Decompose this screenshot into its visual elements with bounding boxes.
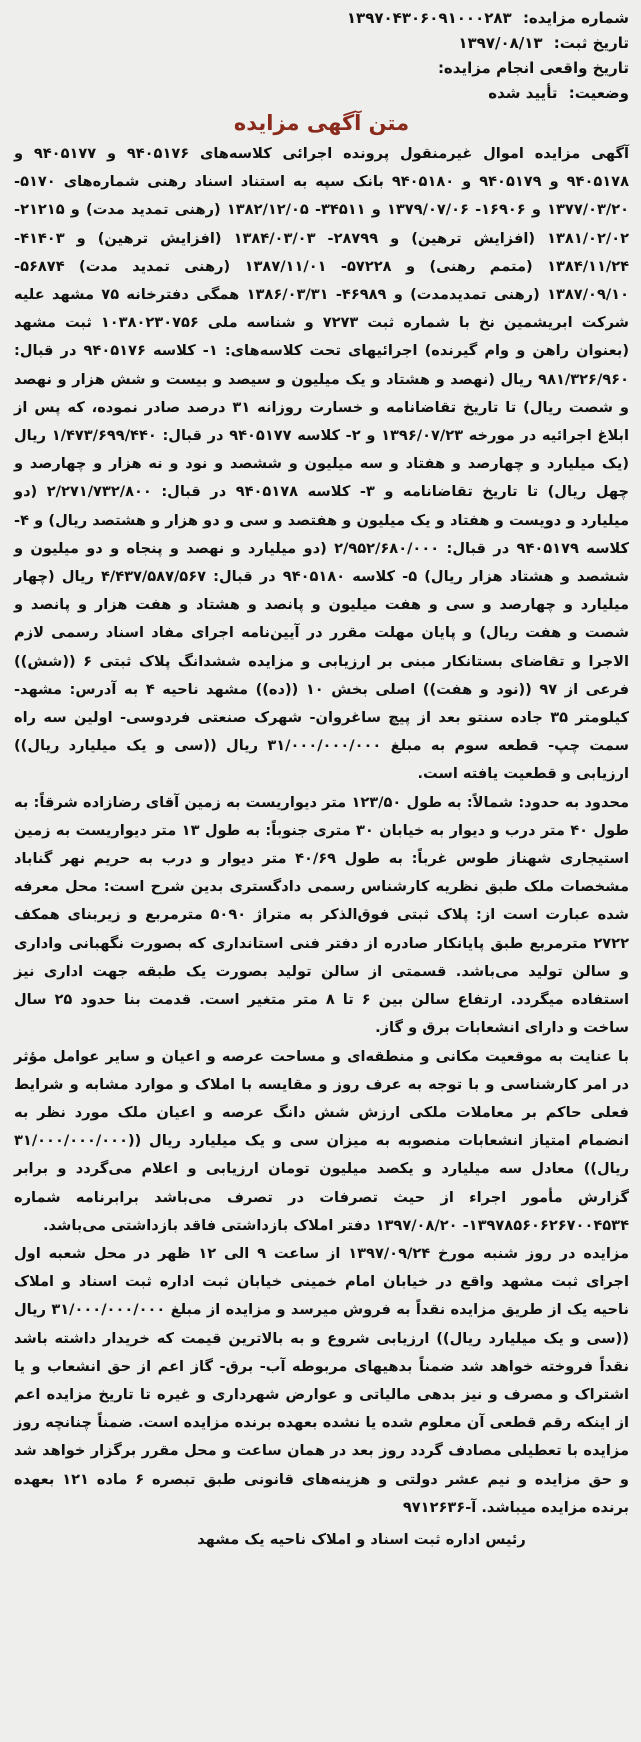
auction-number-label: شماره مزایده: [522, 9, 629, 27]
auction-number-row [14, 6, 629, 31]
signature-line: رئیس اداره ثبت اسناد و املاک ناحیه یک مشهد [197, 1530, 526, 1548]
paragraph-valuation: با عنایت به موقعیت مکانی و منطقه‌ای و مساحت عرصه و اعیان و سایر عوامل مؤثر در امر کارشناسی و با توجه به عرف روز و مقایسه با املاک و موارد مشابه و شرایط فعلی حاکم بر معاملات ملکی ارزش شش دانگ عرصه و اعیان ملک مورد نظر به انضمام امتیاز انشعابات منصوبه به میزان سی و یک میلیارد ریال ((۳۱/۰۰۰/۰۰۰/۰۰۰ ریال)) معادل سه میلیارد و یکصد میلیون تومان ارزیابی و اعلام می‌گردد و برابر گزارش مأمور اجراء از حیث تصرفات در تصرف می‌باشد برابرنامه شماره ۱۳۹۷۸۵۶۰۶۲۶۷۰۰۴۵۳۴- ۱۳۹۷/۰۸/۲۰ دفتر املاک بازداشتی فاقد بازداشتی می‌باشد. [14, 1047, 629, 1234]
registration-date-label: تاریخ ثبت: [553, 34, 629, 52]
paragraph-property-boundaries: محدود به حدود: شمالاً: به طول ۱۲۳/۵۰ متر دیواریست به زمین آقای رضازاده شرقاً: به طول ۴۰ متر درب و دیوار به خیابان ۳۰ متری جنوباً: به طول ۱۳ متر دیواریست به زمین استیجاری شهناز طوس غرباً: به طول ۴۰/۶۹ متر دیوار و درب به حریم نهر گناباد مشخصات ملک طبق نظریه کارشناس رسمی دادگستری بدین شرح است: محل معرفه شده عبارت است از: پلاک ثبتی فوق‌الذکر به متراژ ۵۰۹۰ مترمربع و زیربنای همکف ۲۷۲۲ مترمربع طبق پایانکار صادره از دفتر فنی استانداری که بصورت نگهبانی واداری و سالن تولید می‌باشد. قسمتی از سالن تولید بصورت یک طبقه جهت اداری نیز استفاده میگردد. ارتفاع سالن بین ۶ تا ۸ متر متغیر است. قدمت بنا حدود ۲۵ سال ساخت و دارای انشعابات برق و گاز. [14, 793, 629, 1037]
registration-date-row [14, 31, 629, 56]
paragraph-auction-terms: مزایده در روز شنبه مورخ ۱۳۹۷/۰۹/۲۴ از ساعت ۹ الی ۱۲ ظهر در محل شعبه اول اجرای ثبت مشهد واقع در خیابان امام خمینی خیابان ثبت اداره ثبت اسناد و املاک ناحیه یک از طریق مزایده نقداً به فروش میرسد و مزایده از مبلغ ۳۱/۰۰۰/۰۰۰/۰۰۰ ریال ((سی و یک میلیارد ریال)) ارزیابی شروع و به بالاترین قیمت که خریدار داشته باشد نقداً فروخته خواهد شد ضمناً بدهیهای مربوطه آب- برق- گاز اعم از حق انشعاب و یا اشتراک و مصرف و نیز بدهی مالیاتی و عوارض شهرداری و غیره تا تاریخ مزایده اعم از اینکه رقم قطعی آن معلوم شده یا نشده بعهده برنده مزایده است. ضمناً چنانچه روز مزایده با تعطیلی مصادف گردد روز بعد در همان ساعت و محل مقرر برگزار خواهد شد و حق مزایده و نیم عشر دولتی و هزینه‌های قانونی طبق تبصره ۶ ماده ۱۲۱ بعهده برنده مزایده میباشد. آ-۹۷۱۲۶۳۶ [14, 1244, 630, 1516]
status-row [14, 81, 629, 106]
status-value: تأیید شده [488, 84, 558, 102]
auction-number-value: ۱۳۹۷۰۴۳۰۶۰۹۱۰۰۰۲۸۳ [346, 9, 512, 27]
registration-date-value: ۱۳۹۷/۰۸/۱۳ [458, 34, 543, 52]
paragraph-auction-details: آگهی مزایده اموال غیرمنقول پرونده اجرائی کلاسه‌های ۹۴۰۵۱۷۶ و ۹۴۰۵۱۷۷ و ۹۴۰۵۱۷۸ و ۹۴۰۵۱۷۹ و ۹۴۰۵۱۸۰ بانک سپه به استناد اسناد رهنی شماره‌های ۵۱۷۰- ۱۳۷۷/۰۳/۲۰ و ۱۶۹۰۶- ۱۳۷۹/۰۷/۰۶ و ۳۴۵۱۱- ۱۳۸۲/۱۲/۰۵ (رهنی تمدید مدت) و ۲۱۲۱۵- ۱۳۸۱/۰۲/۰۲ (افزایش ترهین) و ۲۸۷۹۹- ۱۳۸۴/۰۳/۰۳ (افزایش ترهین) و ۴۱۴۰۳- ۱۳۸۴/۱۱/۲۴ (متمم رهنی) و ۵۷۲۲۸- ۱۳۸۷/۱۱/۰۱ (رهنی تمدید مدت) ۵۶۸۷۴- ۱۳۸۷/۰۹/۱۰ (رهنی تمدیدمدت) و ۴۶۹۸۹- ۱۳۸۶/۰۳/۳۱ همگی دفترخانه ۷۵ مشهد علیه شرکت ابریشمین نخ با شماره ثبت ۷۲۷۳ و شناسه ملی ۱۰۳۸۰۲۳۰۷۵۶ ثبت مشهد (بعنوان راهن و وام گیرنده) اجرائیهای تحت کلاسه‌های: ۱- کلاسه ۹۴۰۵۱۷۶ در قبال: ۹۸۱/۳۲۶/۹۶۰ ریال (نهصد و هشتاد و یک میلیون و سیصد و بیست و شش هزار و نهصد و شصت ریال) تا تاریخ تقاضانامه و خسارت روزانه ۳۱ درصد صادر نموده، که پس از ابلاغ اجرائیه در مورخه ۱۳۹۶/۰۷/۲۳ و ۲- کلاسه ۹۴۰۵۱۷۷ در قبال: ۱/۴۷۳/۶۹۹/۴۴۰ ریال (یک میلیارد و چهارصد و هفتاد و سه میلیون و ششصد و نود و نه هزار و چهارصد و چهل ریال) تا تاریخ تقاضانامه و ۳- کلاسه ۹۴۰۵۱۷۸ در قبال: ۲/۲۷۱/۷۳۲/۸۰۰ (دو میلیارد و دویست و هفتاد و یک میلیون و هفتصد و سی و دو هزار و هشتصد ریال) و ۴- کلاسه ۹۴۰۵۱۷۹ در قبال: ۲/۹۵۲/۶۸۰/۰۰۰ (دو میلیارد و نهصد و پنجاه و دو میلیون و ششصد و هشتاد هزار ریال) ۵- کلاسه ۹۴۰۵۱۸۰ در قبال: ۴/۴۳۷/۵۸۷/۵۶۷ ریال (چهار میلیارد و چهارصد و سی و هفت میلیون و پانصد و هشتاد و هفت هزار و پانصد و شصت و هفت ریال) و پایان مهلت مقرر در آیین‌نامه اجرای مفاد اسناد رسمی لازم الاجرا و تقاضای بستانکار مبنی بر ارزیابی و مزایده ششدانگ پلاک ثبتی ۶ ((شش)) فرعی از ۹۷ ((نود و هفت)) اصلی بخش ۱۰ ((ده)) مشهد ناحیه ۴ به آدرس: مشهد- کیلومتر ۳۵ جاده سنتو بعد از پیچ ساغروان- شهرک صنعتی فردوسی- اولین سه راه سمت چپ- قطعه سوم به مبلغ ۳۱/۰۰۰/۰۰۰/۰۰۰ ریال ((سی و یک میلیارد ریال)) ارزیابی و قطعیت یافته است. [14, 145, 630, 783]
actual-date-row [14, 56, 629, 81]
status-label: وضعیت: [568, 84, 629, 102]
notice-title: متن آگهی مزایده [233, 111, 410, 135]
actual-date-label: تاریخ واقعی انجام مزایده: [437, 59, 629, 77]
